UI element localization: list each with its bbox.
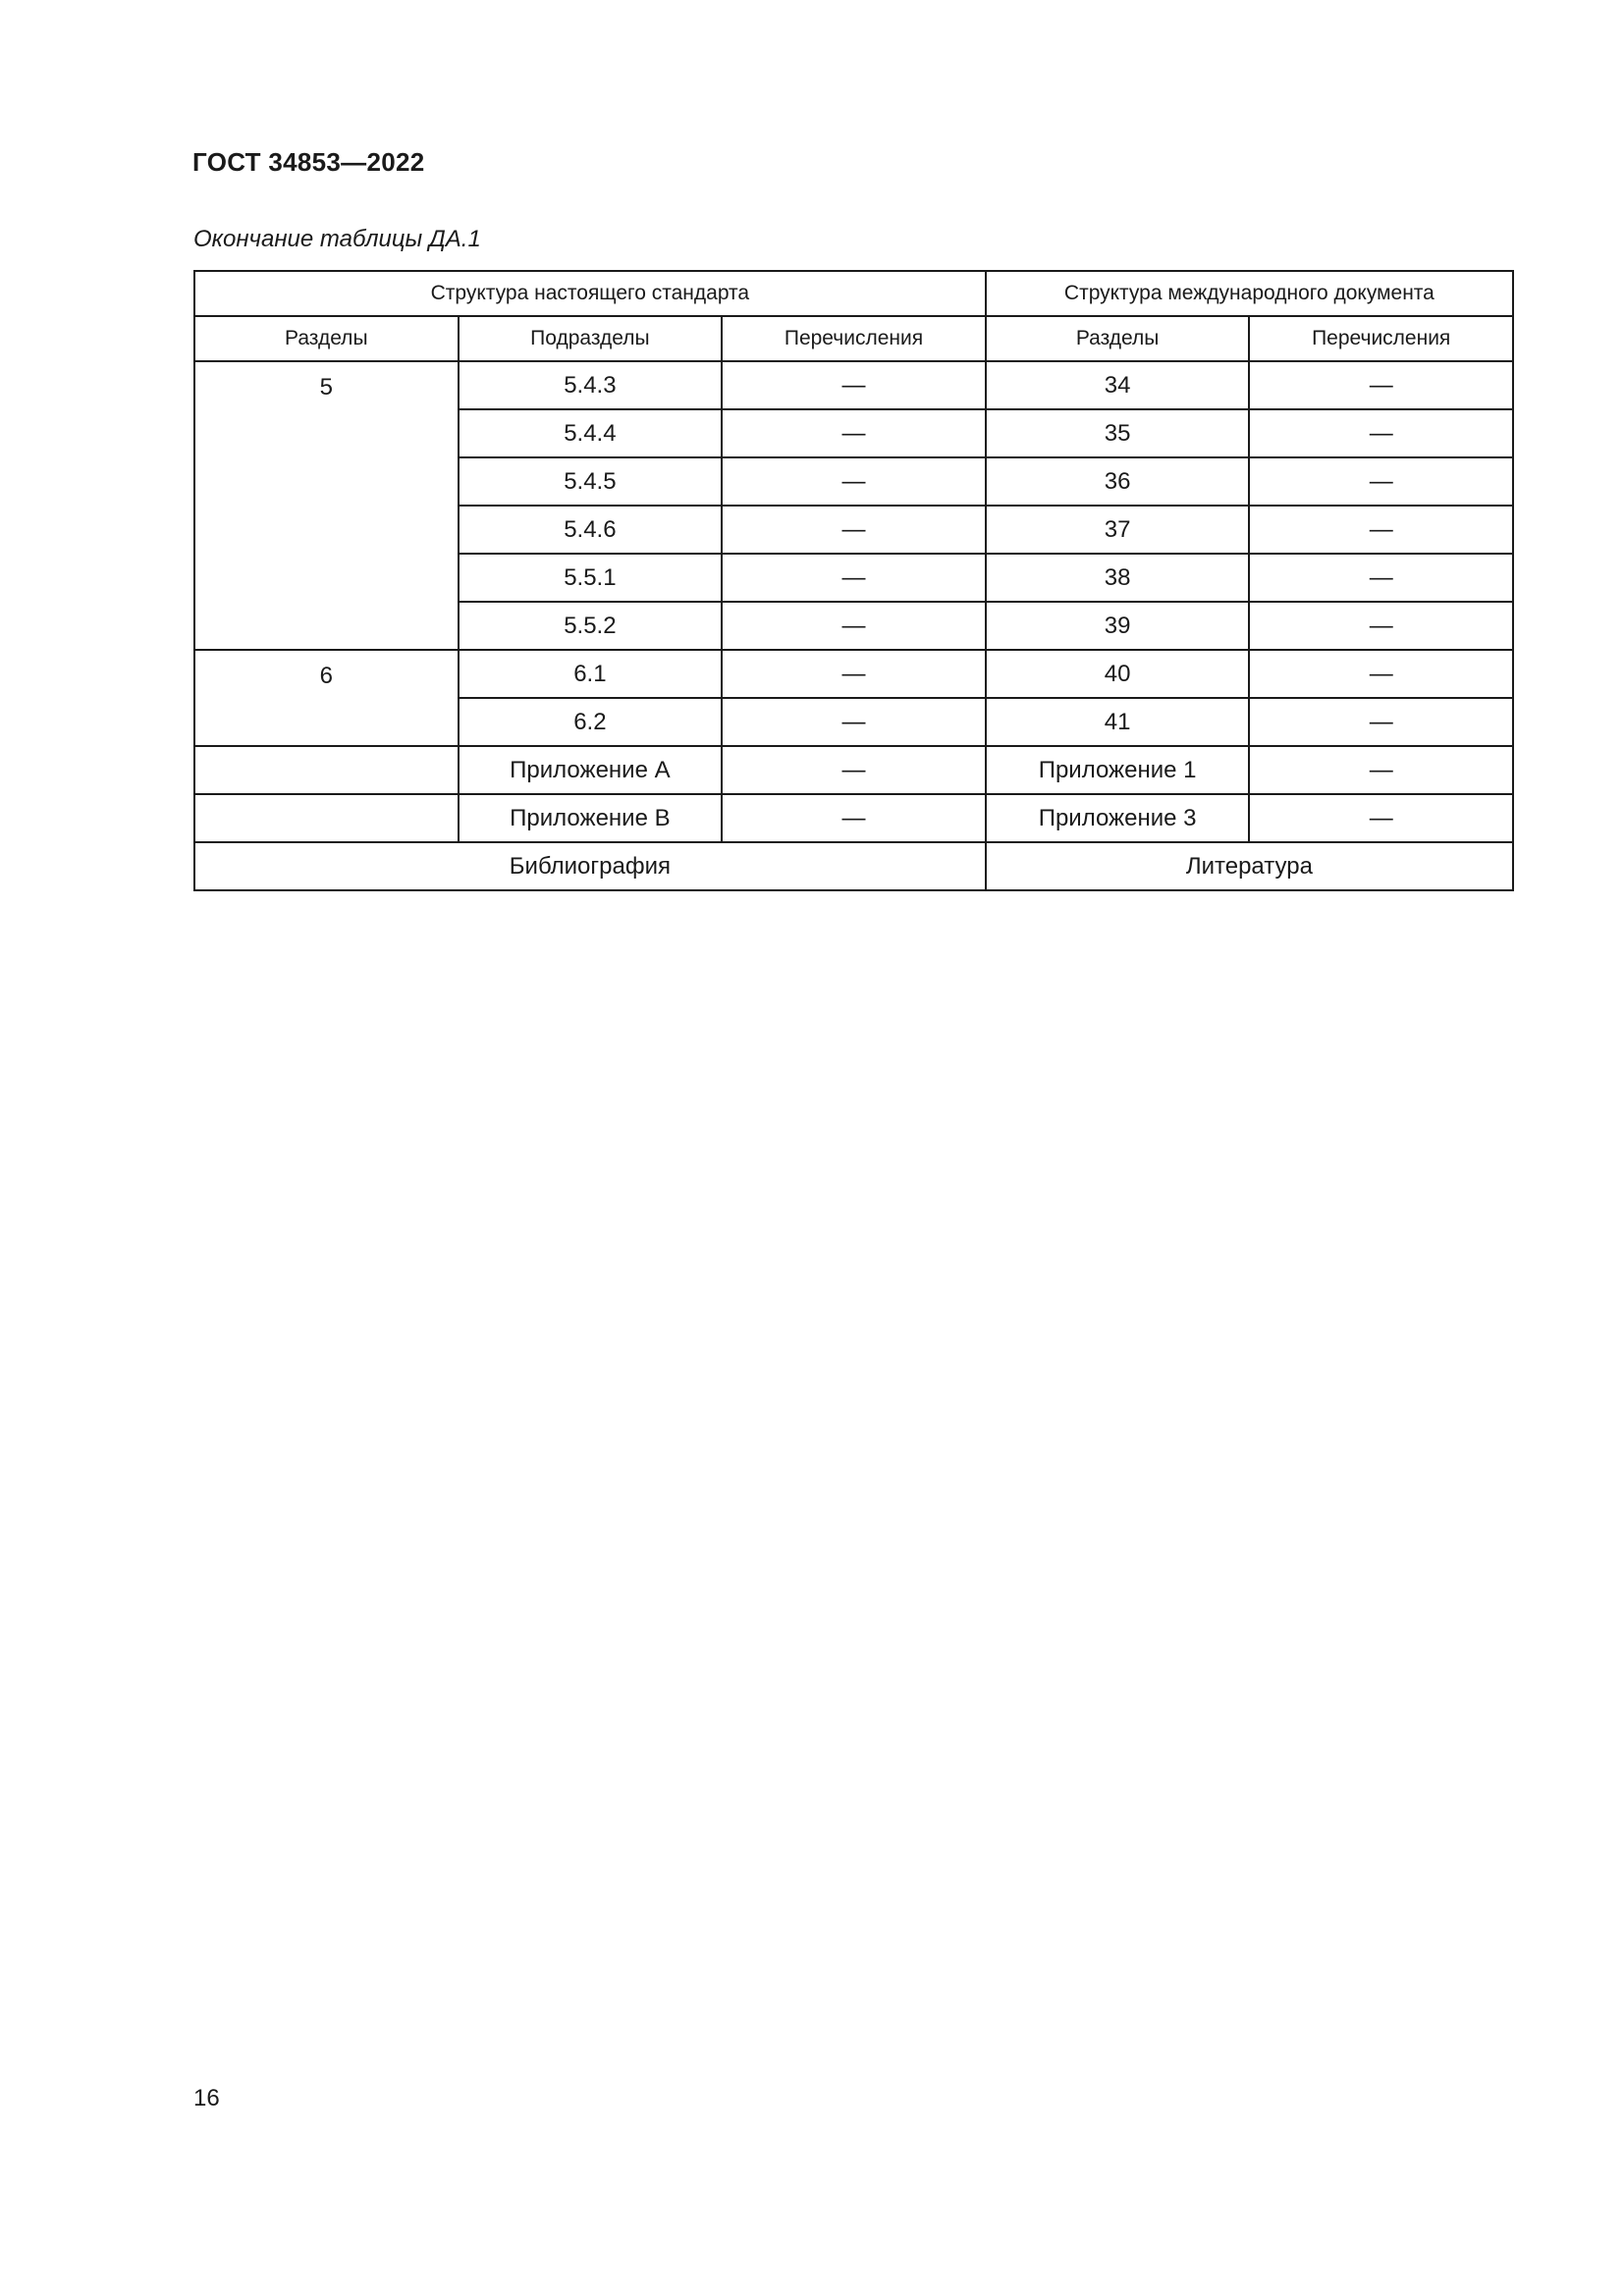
table-footer-row	[194, 842, 1513, 890]
enumeration-cell: —	[722, 650, 986, 698]
subsection-cell: 6.1	[459, 650, 723, 698]
intl-section-cell: Приложение 1	[986, 746, 1250, 794]
intl-enumeration-cell: —	[1249, 554, 1513, 602]
enumeration-cell: —	[722, 698, 986, 746]
subsection-cell: 5.4.6	[459, 506, 723, 554]
column-header-row	[194, 316, 1513, 361]
intl-section-cell: 36	[986, 457, 1250, 506]
enumeration-cell: —	[722, 361, 986, 409]
table-caption: Окончание таблицы ДА.1	[193, 226, 481, 252]
intl-enumeration-cell: —	[1249, 650, 1513, 698]
table-row	[194, 746, 1513, 794]
enumeration-cell: —	[722, 746, 986, 794]
table-row	[194, 794, 1513, 842]
intl-enumeration-cell: —	[1249, 794, 1513, 842]
column-header-enumerations: Перечисления	[722, 316, 986, 361]
intl-section-cell: Приложение 3	[986, 794, 1250, 842]
intl-enumeration-cell: —	[1249, 506, 1513, 554]
correspondence-table-container	[193, 270, 1514, 891]
group-header-standard: Структура настоящего стандарта	[194, 271, 986, 316]
subsection-cell: 5.4.4	[459, 409, 723, 457]
intl-section-cell: 34	[986, 361, 1250, 409]
table-row	[194, 361, 1513, 409]
subsection-cell: 5.5.2	[459, 602, 723, 650]
intl-enumeration-cell: —	[1249, 746, 1513, 794]
intl-section-cell: 38	[986, 554, 1250, 602]
intl-enumeration-cell: —	[1249, 698, 1513, 746]
enumeration-cell: —	[722, 794, 986, 842]
enumeration-cell: —	[722, 506, 986, 554]
intl-enumeration-cell: —	[1249, 361, 1513, 409]
subsection-cell: 6.2	[459, 698, 723, 746]
subsection-cell: 5.4.3	[459, 361, 723, 409]
intl-section-cell: 35	[986, 409, 1250, 457]
column-header-intl-enumerations: Перечисления	[1249, 316, 1513, 361]
group-header-row	[194, 271, 1513, 316]
subsection-cell: 5.4.5	[459, 457, 723, 506]
enumeration-cell: —	[722, 457, 986, 506]
intl-enumeration-cell: —	[1249, 457, 1513, 506]
group-header-international: Структура международного документа	[986, 271, 1513, 316]
document-header: ГОСТ 34853—2022	[192, 147, 425, 177]
column-header-subsections: Подразделы	[459, 316, 723, 361]
section-cell	[194, 794, 459, 842]
section-cell: 5	[194, 361, 459, 650]
intl-section-cell: 40	[986, 650, 1250, 698]
subsection-cell: 5.5.1	[459, 554, 723, 602]
intl-section-cell: 37	[986, 506, 1250, 554]
intl-section-cell: 41	[986, 698, 1250, 746]
subsection-cell: Приложение В	[459, 794, 723, 842]
section-cell: 6	[194, 650, 459, 746]
subsection-cell: Приложение А	[459, 746, 723, 794]
intl-enumeration-cell: —	[1249, 409, 1513, 457]
enumeration-cell: —	[722, 554, 986, 602]
section-cell	[194, 746, 459, 794]
intl-enumeration-cell: —	[1249, 602, 1513, 650]
column-header-sections: Разделы	[194, 316, 459, 361]
literature-cell: Литература	[986, 842, 1513, 890]
enumeration-cell: —	[722, 409, 986, 457]
column-header-intl-sections: Разделы	[986, 316, 1250, 361]
page-number: 16	[193, 2085, 220, 2111]
enumeration-cell: —	[722, 602, 986, 650]
bibliography-cell: Библиография	[194, 842, 986, 890]
table-row	[194, 650, 1513, 698]
intl-section-cell: 39	[986, 602, 1250, 650]
correspondence-table	[193, 270, 1514, 891]
